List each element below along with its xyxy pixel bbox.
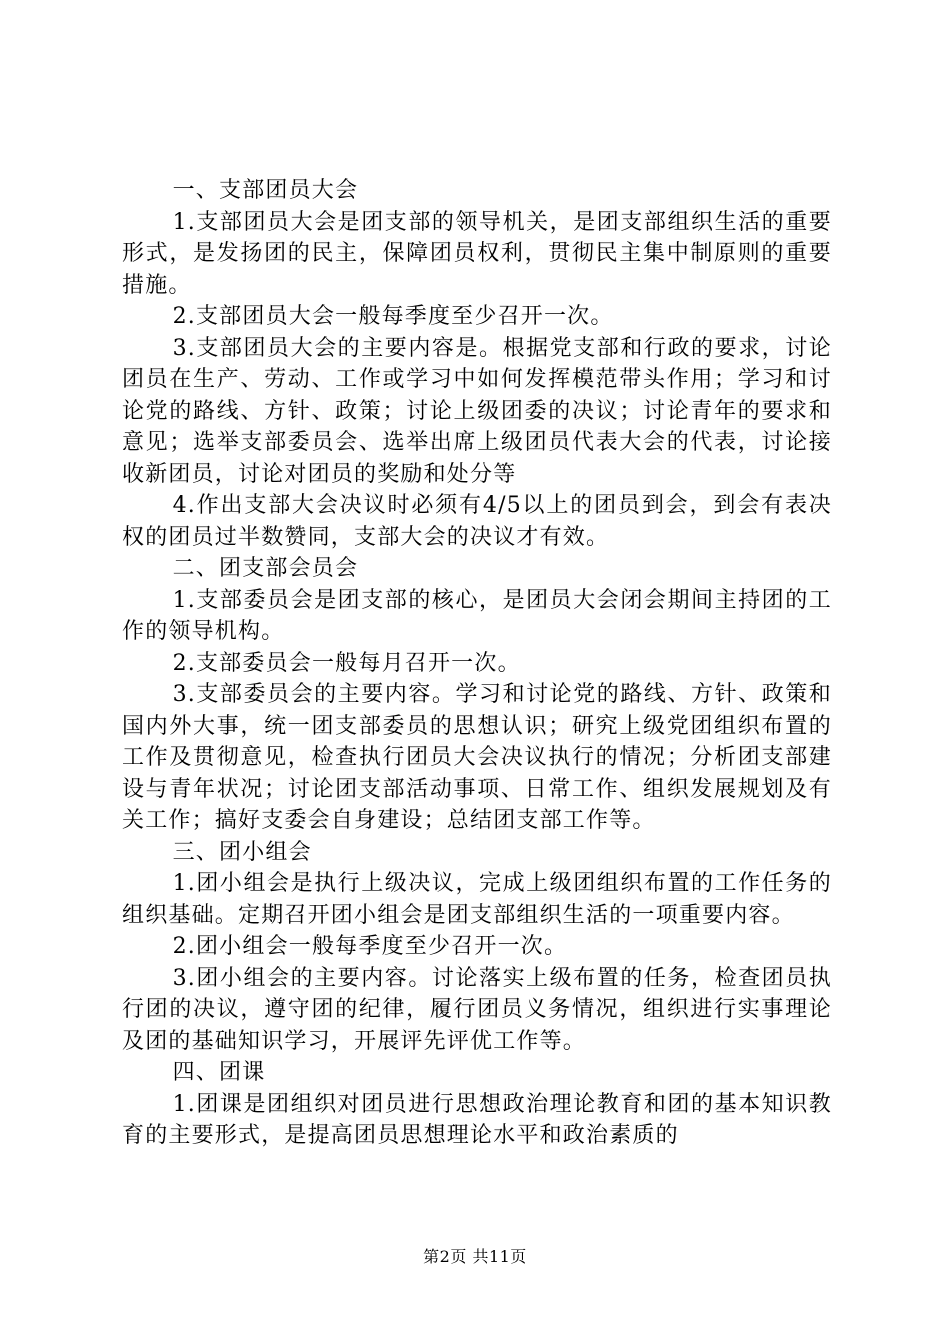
document-body xyxy=(122,175,832,1152)
paragraph: 1.支部团员大会是团支部的领导机关，是团支部组织生活的重要形式，是发扬团的民主，保障团员权利，贯彻民主集中制原则的重要措施。 xyxy=(122,209,832,298)
section-heading-2: 二、团支部会员会 xyxy=(172,556,359,581)
section-heading-3: 三、团小组会 xyxy=(172,839,312,865)
paragraph: 3.支部团员大会的主要内容是。根据党支部和行政的要求，讨论团员在生产、劳动、工作或学习中如何发挥模范带头作用；学习和讨论党的路线、方针、政策；讨论上级团委的决议；讨论青年的要求和意见；选举支部委员会、选举出席上级团员代表大会的代表，讨论接收新团员，讨论对团员的奖励和处分等 xyxy=(122,335,832,487)
paragraph: 3.支部委员会的主要内容。学习和讨论党的路线、方针、政策和国内外大事，统一团支部委员的思想认识；研究上级党团组织布置的工作及贯彻意见，检查执行团员大会决议执行的情况；分析团支部建设与青年状况；讨论团支部活动事项、日常工作、组织发展规划及有关工作；搞好支委会自身建设；总结团支部工作等。 xyxy=(122,682,832,833)
section-heading-1: 一、支部团员大会 xyxy=(172,178,359,203)
paragraph: 2.团小组会一般每季度至少召开一次。 xyxy=(172,934,568,959)
paragraph: 1.团小组会是执行上级决议，完成上级团组织布置的工作任务的组织基础。定期召开团小组会是团支部组织生活的一项重要内容。 xyxy=(122,871,832,928)
paragraph: 4.作出支部大会决议时必须有4/5以上的团员到会，到会有表决权的团员过半数赞同，支部大会的决议才有效。 xyxy=(122,493,832,550)
page-number-footer: 第2页 共11页 xyxy=(423,1247,527,1266)
paragraph: 2.支部团员大会一般每季度至少召开一次。 xyxy=(172,304,614,329)
paragraph: 3.团小组会的主要内容。讨论落实上级布置的任务，检查团员执行团的决议，遵守团的纪律，履行团员义务情况，组织进行实事理论及团的基础知识学习，开展评先评优工作等。 xyxy=(122,965,832,1054)
section-heading-4: 四、团课 xyxy=(172,1060,266,1085)
paragraph: 1.团课是团组织对团员进行思想政治理论教育和团的基本知识教育的主要形式，是提高团员思想理论水平和政治素质的 xyxy=(122,1091,832,1148)
paragraph: 1.支部委员会是团支部的核心，是团员大会闭会期间主持团的工作的领导机构。 xyxy=(122,587,832,644)
paragraph: 2.支部委员会一般每月召开一次。 xyxy=(172,650,521,676)
